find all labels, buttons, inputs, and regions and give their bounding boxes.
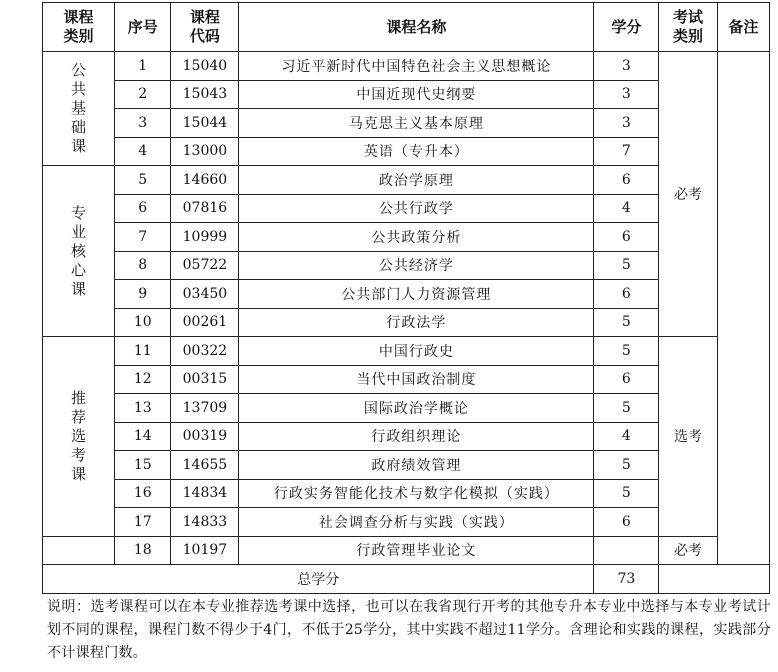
- row-code: 05722: [171, 251, 239, 280]
- row-seq: 12: [115, 365, 171, 394]
- row-code: 14833: [171, 508, 239, 537]
- footnote: 说明：选考课程可以在本专业推荐选考课中选择，也可以在我省现行开考的其他专升本专业中选择与本专业考试计划不同的课程，课程门数不得少于4门，不低于25学分，其中实践不超过11学分。含理论和实践的课程，实践部分不计课程门数。: [47, 599, 771, 661]
- row-code: 00319: [171, 422, 239, 451]
- row-seq: 5: [115, 166, 171, 195]
- row-credits: 5: [594, 451, 659, 480]
- row-credits: 3: [594, 52, 659, 81]
- row-seq: 16: [115, 479, 171, 508]
- exam-plan-table: [42, 2, 770, 594]
- row-code: 15044: [171, 109, 239, 138]
- row-seq: 17: [115, 508, 171, 537]
- header-name: 课程名称: [239, 3, 594, 52]
- row-name: 政府绩效管理: [239, 451, 594, 480]
- row-seq: 4: [115, 137, 171, 166]
- row-seq: 13: [115, 394, 171, 423]
- row-name: 国际政治学概论: [239, 394, 594, 423]
- row-code: 10999: [171, 223, 239, 252]
- row-code: 00322: [171, 337, 239, 366]
- row-seq: 1: [115, 52, 171, 81]
- total-blank: [659, 565, 770, 594]
- row-seq: 9: [115, 280, 171, 309]
- row-name: 英语（专升本）: [239, 137, 594, 166]
- row-code: 03450: [171, 280, 239, 309]
- row-credits: 6: [594, 223, 659, 252]
- remark-cell: [717, 52, 769, 565]
- row-credits: 3: [594, 80, 659, 109]
- row-code: 10197: [171, 536, 239, 565]
- row-code: 00315: [171, 365, 239, 394]
- row-credits: [594, 536, 659, 565]
- table-row: [43, 52, 770, 81]
- row-name: 中国行政史: [239, 337, 594, 366]
- total-label: 总学分: [43, 565, 594, 594]
- row-credits: 4: [594, 422, 659, 451]
- row-name: 当代中国政治制度: [239, 365, 594, 394]
- row-name: 行政管理毕业论文: [239, 536, 594, 565]
- row-name: 行政法学: [239, 308, 594, 337]
- row-credits: 5: [594, 251, 659, 280]
- row-credits: 7: [594, 137, 659, 166]
- row-code: 07816: [171, 194, 239, 223]
- total-value: 73: [594, 565, 659, 594]
- row-name: 公共政策分析: [239, 223, 594, 252]
- row-seq: 8: [115, 251, 171, 280]
- table-row: [43, 536, 770, 565]
- header-seq: 序号: [115, 3, 171, 52]
- header-row: [43, 3, 770, 52]
- row-credits: 4: [594, 194, 659, 223]
- exam-type-required: 必考: [659, 52, 717, 337]
- row-name: 中国近现代史纲要: [239, 80, 594, 109]
- header-credits: 学分: [594, 3, 659, 52]
- row-name: 行政组织理论: [239, 422, 594, 451]
- row-name: 马克思主义基本原理: [239, 109, 594, 138]
- row-credits: 6: [594, 280, 659, 309]
- row-credits: 5: [594, 337, 659, 366]
- row-code: 14655: [171, 451, 239, 480]
- group-core: 专业核心课: [43, 166, 115, 337]
- row-credits: 3: [594, 109, 659, 138]
- row-seq: 2: [115, 80, 171, 109]
- exam-type-optional: 选考: [659, 337, 717, 537]
- header-remark: 备注: [717, 3, 769, 52]
- row-seq: 6: [115, 194, 171, 223]
- table-row: [43, 337, 770, 366]
- row-credits: 6: [594, 365, 659, 394]
- row-code: 14834: [171, 479, 239, 508]
- row-name: 政治学原理: [239, 166, 594, 195]
- group-elective: 推荐选考课: [43, 337, 115, 537]
- row-seq: 11: [115, 337, 171, 366]
- row-name: 习近平新时代中国特色社会主义思想概论: [239, 52, 594, 81]
- header-code: 课程代码: [171, 3, 239, 52]
- header-category: 课程类别: [43, 3, 115, 52]
- row-credits: 6: [594, 508, 659, 537]
- row-seq: 10: [115, 308, 171, 337]
- row-name: 公共经济学: [239, 251, 594, 280]
- row-name: 社会调查分析与实践（实践）: [239, 508, 594, 537]
- row-seq: 7: [115, 223, 171, 252]
- row-code: 13000: [171, 137, 239, 166]
- row-seq: 18: [115, 536, 171, 565]
- total-row: [43, 565, 770, 594]
- row-name: 公共部门人力资源管理: [239, 280, 594, 309]
- row-code: 14660: [171, 166, 239, 195]
- row-seq: 3: [115, 109, 171, 138]
- row-name: 公共行政学: [239, 194, 594, 223]
- row-credits: 5: [594, 308, 659, 337]
- row-credits: 5: [594, 479, 659, 508]
- exam-type-thesis: 必考: [659, 536, 717, 565]
- row-credits: 5: [594, 394, 659, 423]
- row-seq: 15: [115, 451, 171, 480]
- header-exam-type: 考试类别: [659, 3, 717, 52]
- row-name: 行政实务智能化技术与数字化模拟（实践）: [239, 479, 594, 508]
- row-seq: 14: [115, 422, 171, 451]
- row-credits: 6: [594, 166, 659, 195]
- group-public: 公共基础课: [43, 52, 115, 166]
- group-thesis: [43, 536, 115, 565]
- row-code: 13709: [171, 394, 239, 423]
- row-code: 15040: [171, 52, 239, 81]
- row-code: 00261: [171, 308, 239, 337]
- row-code: 15043: [171, 80, 239, 109]
